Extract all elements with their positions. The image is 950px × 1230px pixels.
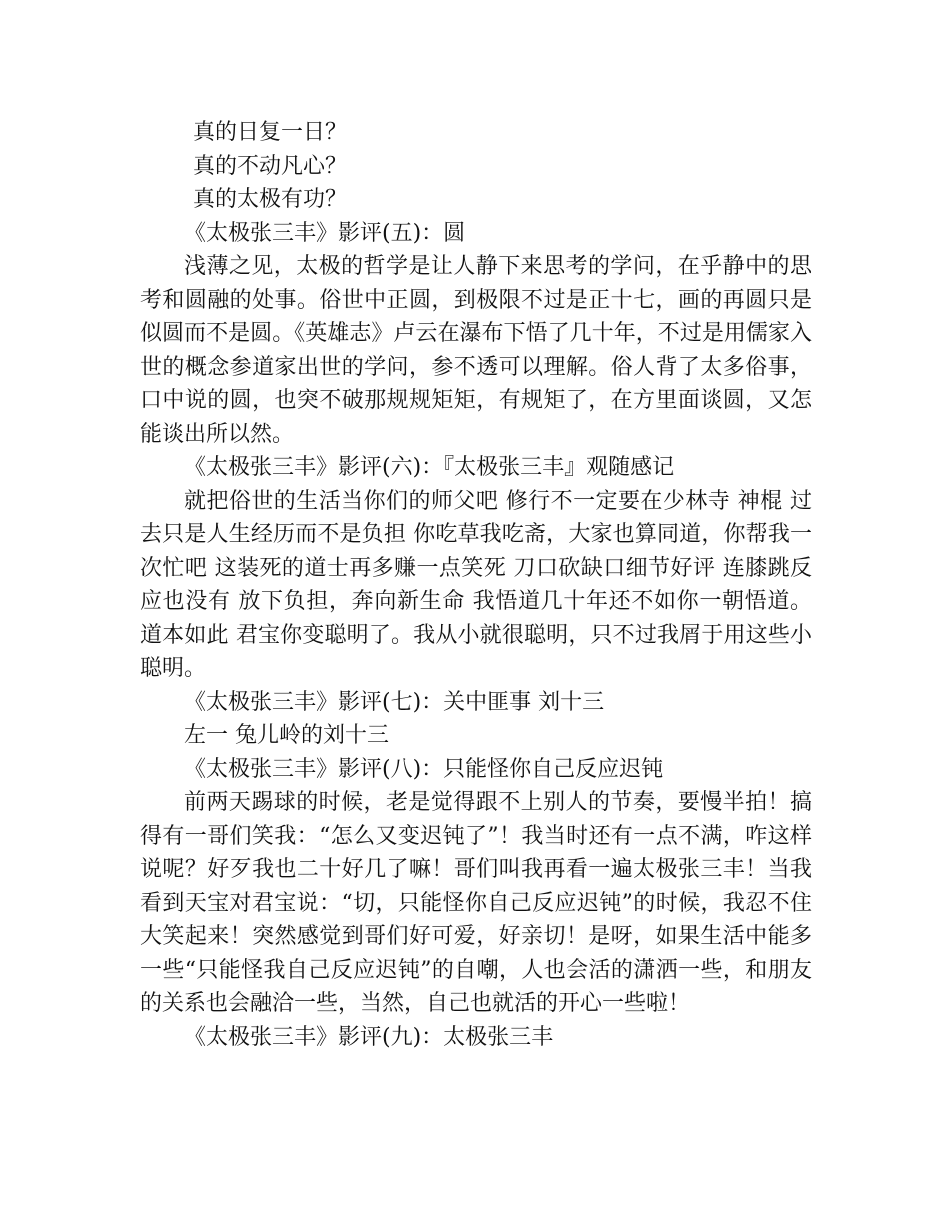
document-page	[140, 116, 812, 1054]
section-heading: 《太极张三丰》影评(七)：关中匪事 刘十三	[184, 689, 605, 715]
section-body: 左一 兔儿岭的刘十三	[184, 723, 389, 748]
section-body: 浅薄之见，太极的哲学是让人静下来思考的学问，在乎静中的思考和圆融的处事。俗世中正圆，到极限不过是正十七，画的再圆只是似圆而不是圆。《英雄志》卢云在瀑布下悟了几十年，不过是用儒家入世的概念参道家出世的学问，参不透可以理解。俗人背了太多俗事，口中说的圆，也突不破那规规矩矩，有规矩了，在方里面谈圆，又怎能谈出所以然。	[140, 254, 812, 447]
text-line: 真的日复一日？	[193, 120, 348, 145]
section-heading: 《太极张三丰》影评(五)：圆	[184, 220, 466, 246]
section-heading: 《太极张三丰》影评(九)：太极张三丰	[184, 1024, 554, 1050]
text-line: 真的太极有功？	[193, 187, 348, 212]
section-body: 前两天踢球的时候，老是觉得跟不上别人的节奏，要慢半拍！搞得有一哥们笑我：“怎么又变迟钝了”！我当时还有一点不满，咋这样说呢？好歹我也二十好几了嘛！哥们叫我再看一遍太极张三丰！当我看到天宝对君宝说：“切，只能怪你自己反应迟钝”的时候，我忍不住大笑起来！突然感觉到哥们好可爱，好亲切！是呀，如果生活中能多一些“只能怪我自己反应迟钝”的自嘲，人也会活的潇洒一些，和朋友的关系也会融洽一些，当然，自己也就活的开心一些啦！	[140, 790, 812, 1016]
text-line: 真的不动凡心？	[193, 153, 348, 179]
section-heading: 《太极张三丰》影评(八)：只能怪你自己反应迟钝	[184, 756, 664, 782]
section-body: 就把俗世的生活当你们的师父吧 修行不一定要在少林寺 神棍 过去只是人生经历而不是负担 你吃草我吃斋，大家也算同道，你帮我一次忙吧 这装死的道士再多赚一点笑死 刀口砍缺口细节好评 连膝跳反应也没有 放下负担，奔向新生命 我悟道几十年还不如你一朝悟道。道本如此 君宝你变聪明了。我从小就很聪明，只不过我屑于用这些小聪明。	[140, 488, 812, 681]
section-heading: 《太极张三丰》影评(六)：『太极张三丰』观随感记	[184, 455, 675, 480]
